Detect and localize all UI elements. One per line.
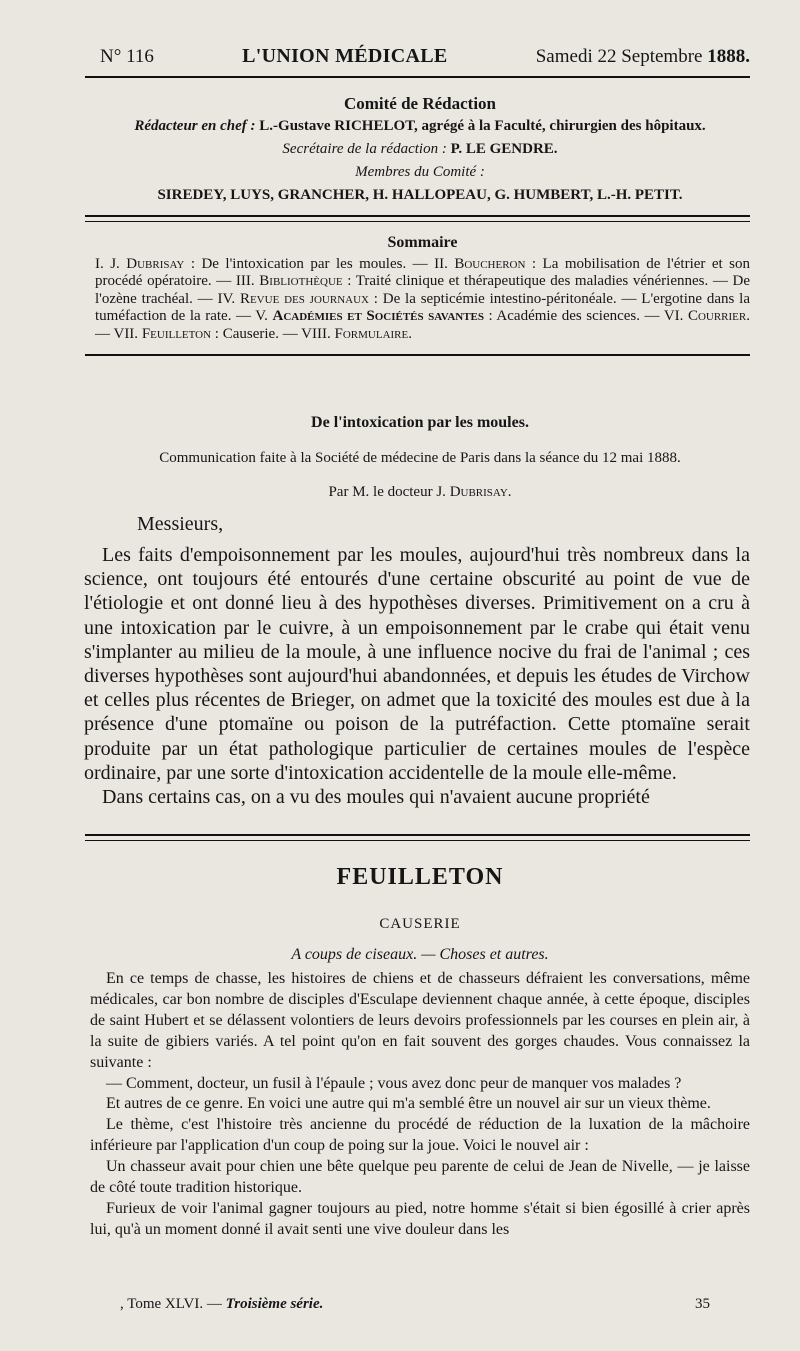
article-paragraph: Les faits d'empoisonnement par les moules, aujourd'hui très nombreux dans la science, ont toujours été entourés d'une certaine obscurité au point de vue de l'étiologie et ont donné lieu à des hypothèses diverses. Primitivement on a cru à une intoxication par le cuivre, à un empoisonnement par le crabe qui était venu s'implanter au milieu de la moule, à une influence nocive du frai de l'animal ; ces diverses hypothèses sont aujourd'hui abandonnées, et depuis les études de Virchow et celles plus récentes de Brieger, on admet que la toxicité des moules est due à la présence d'une ptomaïne ou poison de la putréfaction. Cette ptomaïne serait produite par un état pathologique particulier de certaines moules de l'espèce ordinaire, par une sorte d'intoxication accidentelle de la moule elle-même. — [84, 544, 750, 784]
feuilleton-paragraph: Et autres de ce genre. En voici une autre qui m'a semblé être un nouvel air sur un vieux thème. — [106, 1095, 711, 1113]
toc-rule — [85, 354, 750, 356]
feuilleton-paragraph: — Comment, docteur, un fusil à l'épaule ; vous avez donc peur de manquer vos malades ? — [106, 1074, 682, 1092]
volume-info: , Tome XLVI. — Troisième série. — [120, 1296, 324, 1312]
editor-in-chief-line: Rédacteur en chef : L.-Gustave RICHELOT, agrégé à la Faculté, chirurgien des hôpitaux. — [134, 118, 706, 134]
feuilleton-rule-top — [85, 834, 750, 836]
article-body — [84, 543, 750, 809]
page-number: 35 — [695, 1296, 710, 1312]
feuilleton-paragraph: Le thème, c'est l'histoire très ancienne du procédé de réduction de la luxation de la mâchoire inférieure par l'application d'un coup de poing sur la joue. Voici le nouvel air : — [90, 1116, 750, 1155]
secretary-line: Secrétaire de la rédaction : P. LE GENDRE. — [282, 141, 558, 157]
page-footer — [120, 1296, 710, 1313]
feuilleton-body — [90, 969, 750, 1241]
feuilleton-section: CAUSERIE — [379, 916, 461, 932]
feuilleton-paragraph: Un chasseur avait pour chien une bête quelque peu parente de celui de Jean de Nivelle, — je laisse de côté toute tradition historique. — [90, 1158, 750, 1197]
editorial-committee — [90, 92, 750, 207]
committee-heading: Comité de Rédaction — [343, 94, 497, 113]
article-author: Par M. le docteur J. Dubrisay. — [328, 484, 512, 500]
article-paragraph: Dans certains cas, on a vu des moules qui n'avaient aucune propriété — [102, 786, 650, 809]
salutation: Messieurs, — [137, 513, 224, 535]
journal-title: L'UNION MÉDICALE — [242, 45, 448, 67]
toc-body: I. J. Dubrisay : De l'intoxication par les moules. — II. Boucheron : La mobilisation de l'étrier et son procédé opératoire. — III. Bibliothèque : Traité clinique et thérapeutique des maladies vénériennes. — De l'ozène trachéal. — IV. Revue des journaux : De la septicémie intestino-péritonéale. — L'ergotine dans la tuméfaction de la rate. — V. Académies et Sociétés savantes : Académie des sciences. — VI. Courrier. — VII. Feuilleton : Causerie. — VIII. Formulaire. — [95, 255, 750, 342]
members-label: Membres du Comité : — [355, 164, 485, 180]
feuilleton-rule-bottom — [85, 840, 750, 841]
feuilleton-paragraph: En ce temps de chasse, les histoires de chiens et de chasseurs défraient les conversations, même médicales, car bon nombre de disciples d'Esculape deviennent chaque année, à cette époque, disciples de saint Hubert et se délassent volontiers de leurs devoirs professionnels par les courses en plein air, à la suite de gibiers variés. A tel point qu'on en fait souvent des gorges chaudes. Vous connaissez la suivante : — [90, 970, 750, 1071]
feuilleton-paragraph: Furieux de voir l'animal gagner toujours au pied, notre homme s'était si bien égosillé à crier après lui, qu'à un moment donné il avait senti une vive douleur dans les — [90, 1199, 750, 1238]
committee-rule-top — [85, 215, 750, 217]
issue-date: Samedi 22 Septembre 1888. — [535, 46, 750, 67]
committee-rule-bottom — [85, 221, 750, 222]
issue-number: N° 116 — [100, 46, 154, 67]
toc-heading: Sommaire — [387, 234, 458, 251]
masthead-rule — [85, 76, 750, 78]
feuilleton-title: FEUILLETON — [336, 864, 504, 890]
feuilleton-subtitle: A coups de ciseaux. — Choses et autres. — [291, 946, 549, 963]
table-of-contents — [95, 234, 750, 343]
members-list: SIREDEY, LUYS, GRANCHER, H. HALLOPEAU, G. HUMBERT, L.-H. PETIT. — [157, 187, 683, 203]
article-title: De l'intoxication par les moules. — [311, 414, 529, 431]
masthead — [100, 45, 750, 68]
article-subtitle: Communication faite à la Société de médecine de Paris dans la séance du 12 mai 1888. — [159, 450, 681, 466]
